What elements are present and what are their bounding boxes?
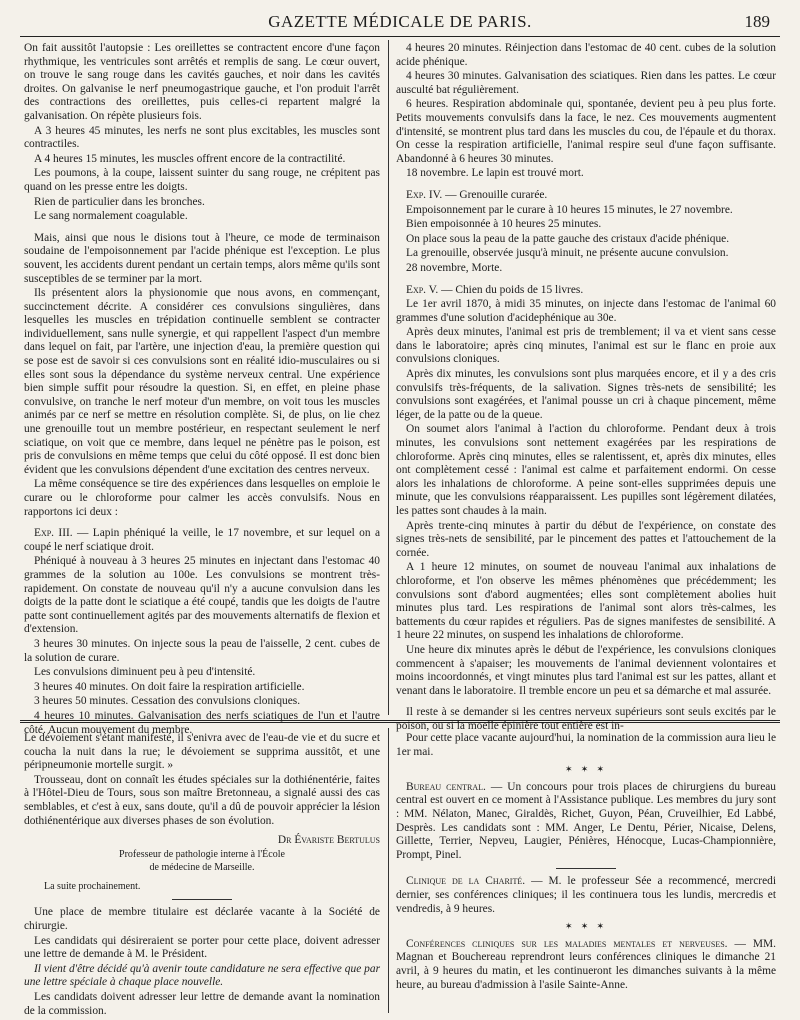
paragraph: Le sang normalement coagulable. (34, 210, 188, 223)
paragraph: Pour cette place vacante aujourd'hui, la nomination de la commission aura lieu le 1er mai. (396, 732, 776, 758)
notice-text: — M. le professeur Sée a recommencé, mercredi dernier, ses conférences cliniques; il les continuera tous les lundis, mercredis et vendredis, à 9 heures. (396, 875, 776, 915)
paragraph: 4 heures 20 minutes. Réinjection dans l'estomac de 40 cent. cubes de la solution acide phénique. (396, 42, 776, 68)
ornament-stars: ✶ ✶ ✶ (564, 764, 608, 775)
paragraph: Bien empoisonnée à 10 heures 25 minutes. (406, 218, 602, 231)
paragraph: Une heure dix minutes après le début de l'expérience, les convulsions cloniques commencent à s'apaiser; les mouvements de l'animal deviennent volontaires et moins incoordonnés, et vingt minutes plus tard l'animal est sur les pattes, allant et venant dans le laboratoire. Il tremble encore un peu et sa démarche et mal assurée. (396, 643, 776, 697)
left-column-top (24, 42, 380, 736)
experiment-heading (396, 189, 776, 203)
column-divider-top (388, 40, 389, 715)
experiment-subject: — Lapin phéniqué la veille, le 17 novembre, et sur lequel on a coupé le nerf sciatique droit. (24, 527, 380, 553)
journal-title: GAZETTE MÉDICALE DE PARIS. (268, 12, 532, 31)
paragraph: 4 heures 10 minutes. Galvanisation des nerfs sciatiques de l'un et l'autre côté. Aucun mouvement du membre. (24, 709, 380, 736)
page-header (30, 10, 770, 32)
paragraph: 6 heures. Respiration abdominale qui, spontanée, devient peu à peu plus forte. Petits mouvements convulsifs dans la face, le nez. Ces mouvements augmentent d'intensité, se montrent plus tard dans les muscles du cou, de l'épaule et du thorax. On cesse la respiration artificielle, l'animal respire seul d'une façon suffisante. Abandonné à 6 heures 30 minutes. (396, 98, 776, 165)
notice (396, 875, 776, 916)
paragraph: 28 novembre, Morte. (406, 261, 503, 274)
author-signature: Dr Évariste Bertulus (277, 834, 380, 847)
paragraph: Le 1er avril 1870, à midi 35 minutes, on injecte dans l'estomac de l'animal 60 grammes d'une solution d'acidephénique au 30e. (396, 298, 776, 324)
experiment-subject: — Grenouille curarée. (442, 188, 548, 201)
notice-text: — MM. Magnan et Bouchereau reprendront leurs conférences cliniques le dimanche 21 avril, à 9 heures du matin, et les continueront les dimanches suivants à la même heure, au bureau d'admission à l'asile Sainte-Anne. (396, 937, 776, 991)
ornament-stars: ✶ ✶ ✶ (564, 921, 608, 932)
notice-text: — Un concours pour trois places de chirurgiens du bureau central est ouvert en ce moment à l'Assistance publique. Les membres du jury sont : MM. Nélaton, Manec, Giraldès, Richet, Guyon, Péan, Cruveilhier, Ed Labbé, Desprès. Les candidats sont : MM. Anger, Le Dentu, Périer, Nicaise, Delens, Gillette, Terrier, Nepveu, Laugier, Pénières, Hénocque, Lucas-Championnière, Prompt, Pinel. (396, 780, 777, 861)
paragraph: A 1 heure 12 minutes, on soumet de nouveau l'animal aux inhalations de chloroforme, et l'on observe les mêmes phénomènes que précédemment; les convulsions sont d'abord augmentées; elles sont complètement abolies huit minutes plus tard. Les respirations de l'animal sont alors très-calmes, les battements du cœur rapides et réguliers. Pas de signes manifestes de sensibilité. A 1 heure 22 minutes, on suspend les inhalations de chloroforme. (396, 561, 776, 642)
paragraph: La grenouille, observée jusqu'à minuit, ne présente aucune convulsion. (406, 247, 729, 260)
paragraph: 4 heures 30 minutes. Galvanisation des sciatiques. Rien dans les pattes. Le cœur ausculté bat régulièrement. (396, 70, 776, 96)
paragraph: A 3 heures 45 minutes, les nerfs ne sont plus excitables, les muscles sont contractiles. (24, 124, 380, 151)
paragraph: On place sous la peau de la patte gauche des cristaux d'acide phénique. (406, 232, 730, 245)
experiment-subject: — Chien du poids de 15 livres. (438, 283, 584, 296)
experiment-label: Exp. IV. (406, 188, 443, 201)
paragraph: Les candidats qui désireraient se porter pour cette place, doivent adresser une lettre de demande à M. le Président. (24, 934, 380, 961)
paragraph: On fait aussitôt l'autopsie : Les oreillettes se contractent encore d'une façon rhythmique, les ventricules sont arrêtés et remplis de sang. Le cœur ouvert, on trouve le sang rouge dans les cavités gauches, et noir dans les cavités droites. On galvanise le nerf pneumogastrique gauche, et l'on produit l'arrêt des contractions des oreillettes, puis celles-ci repartent malgré la galvanisation. On répète plusieurs fois. (24, 42, 380, 122)
paragraph: 18 novembre. Le lapin est trouvé mort. (406, 167, 584, 180)
notice-title: Conférences cliniques sur les maladies mentales et nerveuses. (406, 937, 728, 950)
experiment-label: Exp. V. (406, 283, 439, 296)
notice-title: Bureau central. (406, 780, 486, 793)
paragraph: Ils présentent alors la physionomie que nous avons, en commençant, succinctement décrite. A considérer ces convulsions singulières, dans lesquelles les muscles en trépidation continuelle semblent se contracter individuellement, sans nulle synergie, et qui rappellent l'aspect d'un membre dans lequel on fait, par l'artère, une injection d'eau, la première question qui se pose est de savoir si ces convulsions sont en réalité idio-musculaires ou si elles sont sous la dépendance du système nerveux central. Une expérience bien simple suffit pour résoudre la question. Si, en effet, en pleine phase convulsive, on tranche le nerf moteur d'un membre, on voit tous les muscles animés par ce nerf se mettre en résolution complète. Si, de plus, on lie chez une grenouille tout un membre postérieur, en respectant seulement le nerf sciatique, on voit que ce membre, dans lequel ne pénètre pas le poison, est pris de convulsions en même temps que celui du côté opposé. Il est donc bien évident que les convulsions dépendent d'une excitation des centres nerveux. (24, 287, 380, 476)
notice (396, 938, 776, 992)
author-affiliation: Professeur de pathologie interne à l'École (119, 848, 285, 860)
paragraph: On soumet alors l'animal à l'action du chloroforme. Pendant deux à trois minutes, les convulsions sont nettement exagérées par les respirations de chloroforme. Après cinq minutes, elles se ralentissent, et, après dix minutes, elles ont complètement cessé : l'animal est calme et parfaitement endormi. On cesse alors les inhalations de chloroforme. A peine sont-elles supprimées depuis une minute, que les convulsions réapparaissent. Les pupilles sont légèrement dilatées, les pattes sont chaudes à la main. (396, 423, 776, 517)
paragraph: Après trente-cinq minutes à partir du début de l'expérience, on constate des signes très-nets de sensibilité, par le pincement des pattes et l'attouchement de la cornée. (396, 519, 776, 559)
experiment-label: Exp. III. (34, 527, 73, 540)
right-column-bottom (396, 732, 776, 1014)
experiment-heading (396, 284, 776, 298)
right-column-top (396, 42, 776, 732)
page-number: 189 (744, 12, 770, 31)
paragraph: Les convulsions diminuent peu à peu d'intensité. (34, 666, 256, 679)
left-column-bottom (24, 732, 380, 1017)
paragraph: 3 heures 30 minutes. On injecte sous la peau de l'aisselle, 2 cent. cubes de la solution de curare. (24, 637, 380, 664)
notice-title: Clinique de la Charité. (406, 875, 526, 888)
column-divider-bottom (388, 728, 389, 1013)
paragraph: Après dix minutes, les convulsions sont plus marquées encore, et il y a des cris convulsifs très-fréquents, de la salivation. Signes très-nets de sensibilité; les convulsions sont exagérées, et l'animal pousse un cri à chaque pincement, même léger, de la patte ou de la queue. (396, 368, 776, 421)
paragraph: La même conséquence se tire des expériences dans lesquelles on emploie le curare ou le chloroforme pour calmer les accès convulsifs. Nous en rapportons ici deux : (24, 478, 380, 518)
notice (396, 781, 776, 863)
paragraph: A 4 heures 15 minutes, les muscles offrent encore de la contractilité. (34, 152, 346, 165)
paragraph: Rien de particulier dans les bronches. (34, 195, 205, 208)
continuation-note: La suite prochainement. (44, 880, 141, 892)
paragraph: Les poumons, à la coupe, laissent suinter du sang rouge, ne crépitent pas quand on les presse entre les doigts. (24, 167, 380, 193)
paragraph: 3 heures 50 minutes. Cessation des convulsions cloniques. (34, 695, 301, 708)
paragraph: Après deux minutes, l'animal est pris de tremblement; il va et vient sans cesse dans le laboratoire; après cinq minutes, l'animal est sur le flanc en proie aux convulsions cloniques. (396, 326, 776, 366)
paragraph: Mais, ainsi que nous le disions tout à l'heure, ce mode de terminaison soudaine de l'empoisonnement par l'acide phénique est l'exception. Le plus souvent, les accidents durent pendant un certain temps, alors même qu'ils sont susceptibles de se terminer par la mort. (24, 231, 380, 285)
author-affiliation: de médecine de Marseille. (149, 861, 255, 873)
header-rule (20, 36, 780, 37)
paragraph: Le dévoiement s'étant manifesté, il s'enivra avec de l'eau-de vie et du sucre et coucha la nuit dans la rue; le dévoiement se supprima aussitôt, et une péripneumonie mortelle surgit. » (24, 732, 380, 772)
paragraph: 3 heures 40 minutes. On doit faire la respiration artificielle. (34, 680, 305, 693)
paragraph: Les candidats doivent adresser leur lettre de demande avant la nomination de la commission. (24, 990, 380, 1017)
separator (556, 868, 616, 869)
paragraph: Trousseau, dont on connaît les études spéciales sur la dothiénentérie, faites à l'Hôtel-Dieu de Tours, sous son maître Bretonneau, a signalé aussi des cas semblables, et c'est à eux, sans doute, qu'il a dû de pouvoir apprécier la lésion dothiénentérique aux diverses phases de son évolution. (24, 773, 380, 827)
separator (172, 899, 232, 900)
paragraph: Empoisonnement par le curare à 10 heures 15 minutes, le 27 novembre. (406, 203, 733, 216)
paragraph (24, 963, 380, 990)
experiment-heading (24, 527, 380, 554)
paragraph: Phéniqué à nouveau à 3 heures 25 minutes en injectant dans l'estomac 40 grammes de la solution au 100e. Les convulsions se montrent très-rapidement. On constate de nouveau qu'il n'y a aucune convulsion dans les doigts de la patte dont le sciatique a été coupé, tandis que les doigts de l'autre patte sont continuellement agités par des mouvements alternatifs de flexion et d'extension. (24, 555, 380, 636)
paragraph: Il reste à se demander si les centres nerveux supérieurs sont seuls excités par le poison, ou si la moelle épinière tout entière est in- (396, 706, 776, 732)
paragraph: Une place de membre titulaire est déclarée vacante à la Société de chirurgie. (24, 906, 380, 932)
italic-text: Il vient d'être décidé qu'à avenir toute candidature ne sera effective que par une lettre spéciale à chaque place nouvelle. (24, 962, 380, 989)
